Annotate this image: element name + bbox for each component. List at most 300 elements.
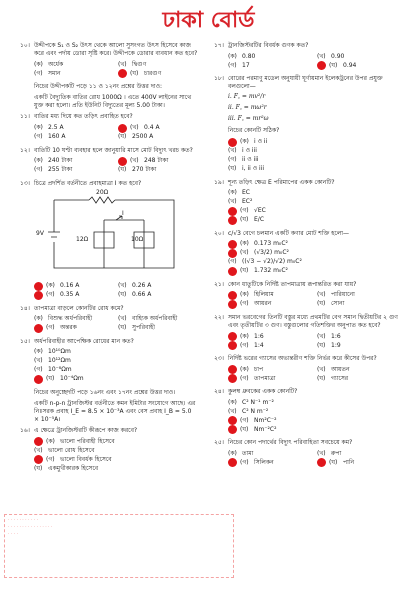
option-letter[interactable]: (ঘ) — [118, 324, 127, 332]
question-number: ১৫। — [20, 337, 30, 345]
option-value[interactable]: অর্ধেক — [48, 60, 64, 68]
option-letter[interactable]: (ঘ) — [240, 216, 249, 224]
question-number: ১০। — [20, 42, 30, 49]
option-value[interactable]: আয়তন — [331, 365, 350, 373]
option-item[interactable] — [228, 249, 402, 258]
option-letter[interactable]: (ক) — [240, 365, 249, 373]
option-value[interactable]: হিলিয়াম — [254, 291, 274, 299]
question-row — [20, 42, 198, 58]
option-letter[interactable]: (ঘ) — [240, 267, 249, 275]
option-item[interactable] — [228, 267, 402, 276]
option-value[interactable]: তাপমাত্রা — [254, 374, 276, 382]
option-item[interactable] — [118, 166, 198, 175]
instruction-note: নিচের অনুচ্ছেদটি পড়ে ১৬নং এবং ১৭নং প্রশ্নের উত্তর দাও। — [34, 388, 176, 396]
question-text: নির্দিষ্ট ভরের গ্যাসের অভ্যন্তরীণ শক্তি নির্ভর করে কীসের উপর? — [228, 355, 377, 363]
answer-mark-dot — [228, 249, 237, 258]
left-column — [20, 42, 198, 478]
option-value[interactable]: সুপরিবাহী — [132, 324, 156, 332]
option-item[interactable] — [34, 437, 198, 446]
option-value[interactable]: 0.80 — [242, 52, 256, 60]
option-letter[interactable]: (খ) — [317, 291, 326, 299]
option-item[interactable] — [34, 166, 114, 175]
option-item[interactable] — [34, 357, 198, 366]
option-item[interactable] — [228, 332, 313, 341]
option-letter[interactable]: (ঘ) — [317, 341, 326, 349]
option-item[interactable] — [317, 341, 402, 350]
option-value[interactable]: EC — [242, 189, 250, 197]
options-grid[interactable] — [214, 189, 402, 225]
option-letter[interactable]: (ঘ) — [46, 375, 55, 383]
question-row — [214, 230, 402, 238]
option-item[interactable] — [34, 366, 198, 375]
option-item[interactable] — [34, 69, 114, 78]
option-letter[interactable]: (খ) — [317, 332, 326, 340]
answer-mark-dot — [118, 157, 127, 166]
question-row — [20, 180, 198, 188]
stamp-line: · · · · — [8, 532, 19, 538]
answer-mark-dot — [34, 375, 43, 384]
option-item[interactable] — [228, 300, 313, 309]
option-item[interactable] — [317, 365, 402, 374]
option-value[interactable]: 270 টাকা — [132, 166, 157, 174]
option-letter[interactable]: (ঘ) — [34, 464, 43, 472]
option-value[interactable]: 0.16 A — [60, 282, 80, 290]
option-item[interactable] — [228, 341, 313, 350]
answer-mark-dot — [34, 282, 43, 291]
option-value[interactable]: পানি — [343, 458, 355, 466]
option-value[interactable]: EC² — [242, 198, 253, 206]
option-value[interactable]: 0.94 — [343, 61, 357, 69]
resistor-10-label: 10Ω — [131, 235, 144, 243]
option-value[interactable]: গ্যাসের — [331, 374, 349, 382]
option-item[interactable] — [118, 282, 198, 291]
option-value[interactable]: (√3/2) m₀C² — [254, 249, 289, 257]
option-item[interactable] — [228, 165, 402, 174]
option-item[interactable] — [228, 449, 313, 458]
option-item[interactable] — [228, 138, 402, 147]
option-value[interactable]: E/C — [254, 216, 265, 224]
answer-mark-dot — [228, 240, 237, 249]
board-title: ঢাকা বোর্ড — [162, 7, 255, 33]
option-value[interactable]: 10¹²Ωm — [48, 357, 71, 365]
option-letter[interactable]: (গ) — [34, 133, 43, 141]
option-letter[interactable]: (গ) — [240, 341, 249, 349]
option-value[interactable]: 1:6 — [331, 332, 341, 340]
option-item[interactable] — [34, 324, 114, 333]
option-letter[interactable]: (ক) — [240, 332, 249, 340]
option-item[interactable] — [34, 446, 198, 455]
option-item[interactable] — [34, 157, 114, 166]
answer-mark-dot — [228, 138, 237, 147]
answer-mark-dot — [317, 61, 326, 70]
option-letter[interactable]: (গ) — [46, 291, 55, 299]
option-item[interactable] — [228, 291, 313, 300]
option-item[interactable] — [118, 157, 198, 166]
option-item[interactable] — [228, 416, 402, 425]
option-item[interactable] — [228, 407, 402, 416]
option-item[interactable] — [228, 240, 402, 249]
option-value[interactable]: 0.66 A — [132, 291, 152, 299]
circuit-svg — [34, 190, 194, 278]
option-letter[interactable]: (খ) — [118, 315, 127, 323]
option-value[interactable]: চাপ — [254, 365, 264, 373]
options-grid[interactable] — [214, 291, 402, 309]
answer-mark-dot — [228, 458, 237, 467]
option-value[interactable]: C² N⁻¹ m⁻² — [242, 398, 274, 406]
option-letter[interactable]: (গ) — [240, 207, 249, 215]
option-value[interactable]: ভালো বিবর্ধক হিসেবে — [60, 455, 112, 463]
option-value[interactable]: 10¹⁰Ωm — [48, 348, 71, 356]
option-letter[interactable]: (খ) — [118, 282, 127, 290]
option-letter[interactable]: (ক) — [240, 291, 249, 299]
option-item[interactable] — [34, 60, 114, 69]
option-letter[interactable]: (ক) — [34, 157, 43, 165]
question-row — [214, 388, 402, 396]
option-letter[interactable]: (ঘ) — [240, 425, 249, 433]
option-letter[interactable]: (ঘ) — [118, 133, 127, 141]
option-item[interactable] — [228, 156, 402, 165]
answer-mark-dot — [228, 341, 237, 350]
question-number: ১৯। — [214, 178, 224, 186]
question-text: কোন ধাতুটিকে নির্দিষ্ট তাপমাত্রায় রূপান্তরিত করা যায়? — [228, 280, 357, 288]
option-item[interactable] — [228, 458, 313, 467]
circuit-diagram — [34, 190, 198, 278]
option-item[interactable] — [34, 315, 114, 324]
option-letter[interactable]: (ক) — [240, 240, 249, 248]
right-column — [214, 42, 402, 472]
question-number: ২৪। — [214, 388, 224, 396]
option-item[interactable] — [34, 348, 198, 357]
options-grid[interactable] — [20, 60, 198, 78]
option-value[interactable]: ভালো পরিবাহী হিসেবে — [60, 437, 115, 445]
answer-mark-dot — [228, 207, 237, 216]
option-value[interactable]: 2.5 A — [48, 124, 64, 132]
answer-mark-dot — [228, 425, 237, 434]
option-item[interactable] — [228, 207, 402, 216]
option-value[interactable]: 248 টাকা — [144, 157, 169, 165]
option-letter[interactable]: (গ) — [228, 156, 237, 164]
option-item[interactable] — [118, 315, 198, 324]
option-value[interactable]: 0.26 A — [132, 282, 152, 290]
option-letter[interactable]: (খ) — [34, 357, 43, 365]
option-item[interactable] — [228, 425, 402, 434]
option-item[interactable] — [34, 455, 198, 464]
option-value[interactable]: 1:6 — [254, 332, 264, 340]
option-letter[interactable]: (ঘ) — [317, 300, 326, 308]
option-letter[interactable]: (খ) — [317, 365, 326, 373]
option-value[interactable]: সমান — [48, 69, 61, 77]
option-item[interactable] — [118, 69, 198, 78]
option-value[interactable]: চারগুণ — [144, 69, 162, 77]
question-text: বাতিটি 10 ঘণ্টা ব্যবহার হলে জানুয়ারি মাসে মোট বিদ্যুৎ খরচ কত? — [34, 146, 193, 154]
options-grid[interactable] — [214, 332, 402, 350]
question-row — [214, 355, 402, 363]
option-value[interactable]: 240 টাকা — [48, 157, 73, 165]
option-item[interactable] — [228, 374, 313, 383]
question-number: ১২। — [20, 146, 30, 154]
option-letter[interactable]: (ক) — [34, 315, 43, 323]
option-value[interactable]: বাহ্যিক অর্ধপরিবাহী — [132, 315, 178, 323]
option-item[interactable] — [228, 52, 313, 61]
option-item[interactable] — [228, 189, 402, 198]
options-grid[interactable] — [20, 348, 198, 384]
question-text: উদ্দীপকে S₁ ও S₂ উৎস থেকে আলো সুসংগত উৎস হিসেবে কাজ করে এবং পর্দায় ডোরা সৃষ্টি করে। উদ্দীপকে ডোরার ব্যবধান কত হবে? — [34, 42, 198, 58]
options-grid[interactable] — [20, 315, 198, 333]
answer-mark-dot — [228, 267, 237, 276]
answer-mark-dot — [118, 124, 127, 133]
option-value[interactable]: 1:4 — [254, 341, 264, 349]
question-number: ১৮। — [214, 75, 224, 83]
option-item[interactable] — [34, 291, 114, 300]
option-value[interactable]: 2500 A — [132, 133, 154, 141]
resistor-20-label: 20Ω — [96, 188, 109, 196]
options-grid[interactable] — [214, 52, 402, 70]
option-letter[interactable]: (খ) — [130, 124, 139, 132]
option-letter[interactable]: (খ) — [228, 147, 237, 155]
question-text: এ ক্ষেত্রে ট্রানজিস্টরটি কীরূপে কাজ করবে? — [34, 427, 138, 435]
option-letter[interactable]: (গ) — [46, 324, 55, 332]
option-letter[interactable]: (গ) — [34, 69, 43, 77]
option-letter[interactable]: (খ) — [130, 157, 139, 165]
option-letter[interactable]: (ঘ) — [228, 165, 237, 173]
question-number: ২৫। — [214, 439, 224, 447]
option-value[interactable]: 0.35 A — [60, 291, 80, 299]
options-grid[interactable] — [214, 138, 402, 174]
option-letter[interactable]: (খ) — [34, 446, 43, 454]
option-value[interactable]: ভালো রোধ হিসেবে — [48, 446, 95, 454]
option-item[interactable] — [34, 282, 114, 291]
option-item[interactable] — [228, 365, 313, 374]
options-grid[interactable] — [214, 240, 402, 276]
answer-mark-dot — [34, 437, 43, 446]
question-row — [214, 75, 402, 91]
option-letter[interactable]: (ক) — [240, 138, 249, 146]
option-item[interactable] — [228, 258, 402, 267]
answer-mark-dot — [228, 365, 237, 374]
option-value[interactable]: i ও iii — [242, 147, 257, 155]
option-letter[interactable]: (খ) — [228, 198, 237, 206]
option-letter[interactable]: (ক) — [34, 124, 43, 132]
option-item[interactable] — [228, 147, 402, 156]
battery-label: 9V — [36, 229, 44, 237]
question-text: কুলম্ব ধ্রুবকের একক কোনটি? — [228, 388, 298, 396]
option-value[interactable]: 0.4 A — [144, 124, 160, 132]
answer-mark-dot — [118, 69, 127, 78]
option-letter[interactable]: (ক) — [228, 189, 237, 197]
option-value[interactable]: 0.90 — [331, 52, 345, 60]
question-row — [214, 281, 402, 289]
option-letter[interactable]: (ক) — [228, 52, 237, 60]
option-item[interactable] — [317, 449, 402, 458]
option-letter[interactable]: (গ) — [34, 166, 43, 174]
question-text: চিত্রে প্রদর্শিত বর্তনীতে প্রবাহমাত্রা I কত হবে? — [34, 179, 142, 187]
option-value[interactable]: 10⁻⁴Ωm — [60, 375, 84, 383]
option-letter[interactable]: (গ) — [240, 458, 249, 466]
question-row — [214, 42, 402, 50]
option-letter[interactable]: (গ) — [228, 258, 237, 266]
question-row — [214, 179, 402, 187]
option-letter[interactable]: (ক) — [228, 398, 237, 406]
option-letter[interactable]: (ক) — [34, 348, 43, 356]
option-value[interactable]: C² N m⁻² — [242, 407, 269, 415]
question-number: ১৪। — [20, 304, 30, 312]
question-row — [20, 113, 198, 121]
equation-line: ii. F꜀ = mω²r — [228, 104, 267, 112]
options-grid[interactable] — [20, 282, 198, 300]
question-number: ১৬। — [20, 427, 30, 435]
option-item[interactable] — [228, 61, 313, 70]
question-number: ১৭। — [214, 42, 224, 49]
option-value[interactable]: তামা — [242, 449, 254, 457]
question-text: নিচের কোন পদার্থের বিদ্যুৎ পরিবাহিতা সবচেয়ে কম? — [228, 439, 353, 447]
option-item[interactable] — [118, 133, 198, 142]
question-followup: নিচের কোনটি সঠিক? — [228, 126, 280, 134]
option-value[interactable]: ii ও iii — [242, 156, 259, 164]
option-letter[interactable]: (ক) — [34, 60, 43, 68]
answer-mark-dot — [228, 291, 237, 300]
question-row — [20, 305, 198, 313]
option-item[interactable] — [118, 324, 198, 333]
option-item[interactable] — [34, 375, 198, 384]
option-item[interactable] — [118, 60, 198, 69]
option-letter[interactable]: (গ) — [240, 416, 249, 424]
option-value[interactable]: 10⁻⁸Ωm — [48, 366, 72, 374]
option-value[interactable]: অন্তরক — [60, 324, 77, 332]
option-letter[interactable]: (ঘ) — [329, 458, 338, 466]
option-value[interactable]: 1.732 m₀C² — [254, 267, 288, 275]
options-grid[interactable] — [214, 398, 402, 434]
option-value[interactable]: i ও ii — [254, 138, 268, 146]
answer-mark-dot — [228, 300, 237, 309]
question-text: তাপমাত্রা বাড়লে কোনটির রোধ কমে? — [34, 304, 124, 312]
question-text: ট্রানজিস্টরটির বিবর্ধক গুণক কত? — [228, 42, 309, 49]
option-value[interactable]: ((√3 − √2)/√2) m₀C² — [242, 258, 302, 266]
option-value[interactable]: সোনা — [331, 300, 345, 308]
answer-mark-dot — [34, 324, 43, 333]
question-text: অর্ধপরিবাহীর আপেক্ষিক রোধের মান কত? — [34, 337, 134, 345]
option-value[interactable]: একমুখীকারক হিসেবে — [48, 464, 99, 472]
option-letter[interactable]: (গ) — [228, 61, 237, 69]
option-value[interactable]: দ্বিগুণ — [132, 60, 147, 68]
option-letter[interactable]: (খ) — [228, 407, 237, 415]
option-value[interactable]: 1:9 — [331, 341, 341, 349]
option-item[interactable] — [317, 458, 402, 467]
question-row — [214, 314, 402, 330]
option-value[interactable]: পারিয়ানো — [331, 291, 355, 299]
option-item[interactable] — [317, 52, 402, 61]
option-item[interactable] — [317, 300, 402, 309]
question-number: ১৩। — [20, 179, 30, 187]
option-letter[interactable]: (ঘ) — [329, 61, 338, 69]
answer-mark-dot — [228, 416, 237, 425]
option-letter[interactable]: (ক) — [46, 282, 55, 290]
option-letter[interactable]: (খ) — [317, 449, 326, 457]
option-item[interactable] — [34, 133, 114, 142]
option-item[interactable] — [118, 291, 198, 300]
option-letter[interactable]: (গ) — [240, 374, 249, 382]
resistor-12-label: 12Ω — [76, 235, 89, 243]
equation-line: i. F꜀ = mv²/r — [228, 93, 266, 101]
option-value[interactable]: রুপা — [331, 449, 342, 457]
option-letter[interactable]: (খ) — [317, 52, 326, 60]
option-item[interactable] — [34, 464, 198, 473]
option-letter[interactable]: (ক) — [228, 449, 237, 457]
question-text: শূন্য তড়িৎ ক্ষেত্র E পরিমাপের একক কোনটি? — [228, 178, 335, 186]
watermark-stamp — [4, 514, 234, 578]
question-row — [20, 427, 198, 435]
option-letter[interactable]: (ঘ) — [317, 374, 326, 382]
options-grid[interactable] — [20, 124, 198, 142]
option-letter[interactable]: (ঘ) — [130, 69, 139, 77]
option-value[interactable]: সিলিকন — [254, 458, 274, 466]
option-value[interactable]: 255 টাকা — [48, 166, 73, 174]
stamp-line: · · · · · · · · · · · — [8, 518, 39, 523]
option-value[interactable]: 0.173 m₀C² — [254, 240, 288, 248]
option-letter[interactable]: (গ) — [34, 366, 43, 374]
options-grid[interactable] — [214, 365, 402, 383]
options-grid[interactable] — [20, 437, 198, 473]
option-item[interactable] — [228, 216, 402, 225]
question-number: ১১। — [20, 113, 30, 121]
option-value[interactable]: 160 A — [48, 133, 66, 141]
answer-mark-dot — [34, 455, 43, 464]
option-item[interactable] — [317, 61, 402, 70]
option-value[interactable]: বিশুদ্ধ অর্ধপরিবাহী — [48, 315, 93, 323]
question-text: বাতির মধ্য দিয়ে কত তড়িৎ প্রবাহিত হবে? — [34, 113, 133, 121]
option-item[interactable] — [34, 124, 114, 133]
options-grid[interactable] — [214, 449, 402, 467]
option-value[interactable]: Nm⁻²C² — [254, 425, 277, 433]
option-letter[interactable]: (ঘ) — [118, 166, 127, 174]
question-row — [214, 439, 402, 447]
options-grid[interactable] — [20, 157, 198, 175]
instruction-note: নিচের উদ্দীপকটি পড়ে ১১ ও ১২নং প্রশ্নের উত্তর দাও: — [34, 83, 163, 91]
option-letter[interactable]: (ক) — [46, 437, 55, 445]
question-number: ২০। — [214, 229, 224, 237]
option-value[interactable]: √EC — [254, 207, 266, 215]
option-item[interactable] — [228, 398, 402, 407]
option-item[interactable] — [317, 332, 402, 341]
question-row — [20, 147, 198, 155]
option-value[interactable]: i, ii ও iii — [242, 165, 265, 173]
option-letter[interactable]: (খ) — [118, 60, 127, 68]
option-item[interactable] — [118, 124, 198, 133]
option-value[interactable]: 17 — [242, 61, 250, 69]
question-number: ২২। — [214, 313, 224, 321]
answer-mark-dot — [228, 216, 237, 225]
question-number: ২৩। — [214, 355, 224, 363]
answer-mark-dot — [317, 458, 326, 467]
option-letter[interactable]: (গ) — [240, 300, 249, 308]
option-item[interactable] — [317, 291, 402, 300]
option-letter[interactable]: (গ) — [46, 455, 55, 463]
instruction-note: একটি বৈদ্যুতিক বাতির রোধ 1000Ω । এতে 400V লাইনের সাথে যুক্ত করা হলো। প্রতি ইউনিট বিদ্যুতের মূল্য 5.00 টাকা। — [34, 94, 192, 110]
question-text: c/√3 বেগে চলমান একটি কণার মোট শক্তি হলো— — [228, 229, 350, 237]
option-letter[interactable]: (খ) — [240, 249, 249, 257]
answer-mark-dot — [34, 291, 43, 300]
option-value[interactable]: Nm²C⁻² — [254, 416, 277, 424]
option-letter[interactable]: (ঘ) — [118, 291, 127, 299]
option-item[interactable] — [228, 198, 402, 207]
instruction-note: একটি n-p-n ট্রানজিস্টর বর্তনীতে কমন ইমিটার সংযোগে আছে। এর নিঃসরক প্রবাহ I_E = 8.5 × 10⁻³A এবং বেস প্রবাহ I_B = 5.0 × 10⁻⁵A। — [34, 400, 196, 424]
question-text: বোরের পরমাণু মডেল অনুযায়ী ঘূর্ণায়মান ইলেকট্রনের উপর প্রযুক্ত বলগুলো— — [228, 75, 383, 91]
question-text: সমান ভরবেগের তিনটি বস্তুর মধ্যে প্রথমটির বেগ সমান দ্বিতীয়টির ২ গুণ এবং তৃতীয়টির ৩ গুণ। বস্তুগুলোর গতিশক্তির অনুপাত কত হবে? — [228, 313, 398, 330]
option-value[interactable]: আয়রন — [254, 300, 272, 308]
option-item[interactable] — [317, 374, 402, 383]
answer-mark-dot — [228, 374, 237, 383]
equation-line: iii. F꜀ = mr²ω — [228, 115, 269, 123]
current-label: I — [122, 209, 124, 217]
